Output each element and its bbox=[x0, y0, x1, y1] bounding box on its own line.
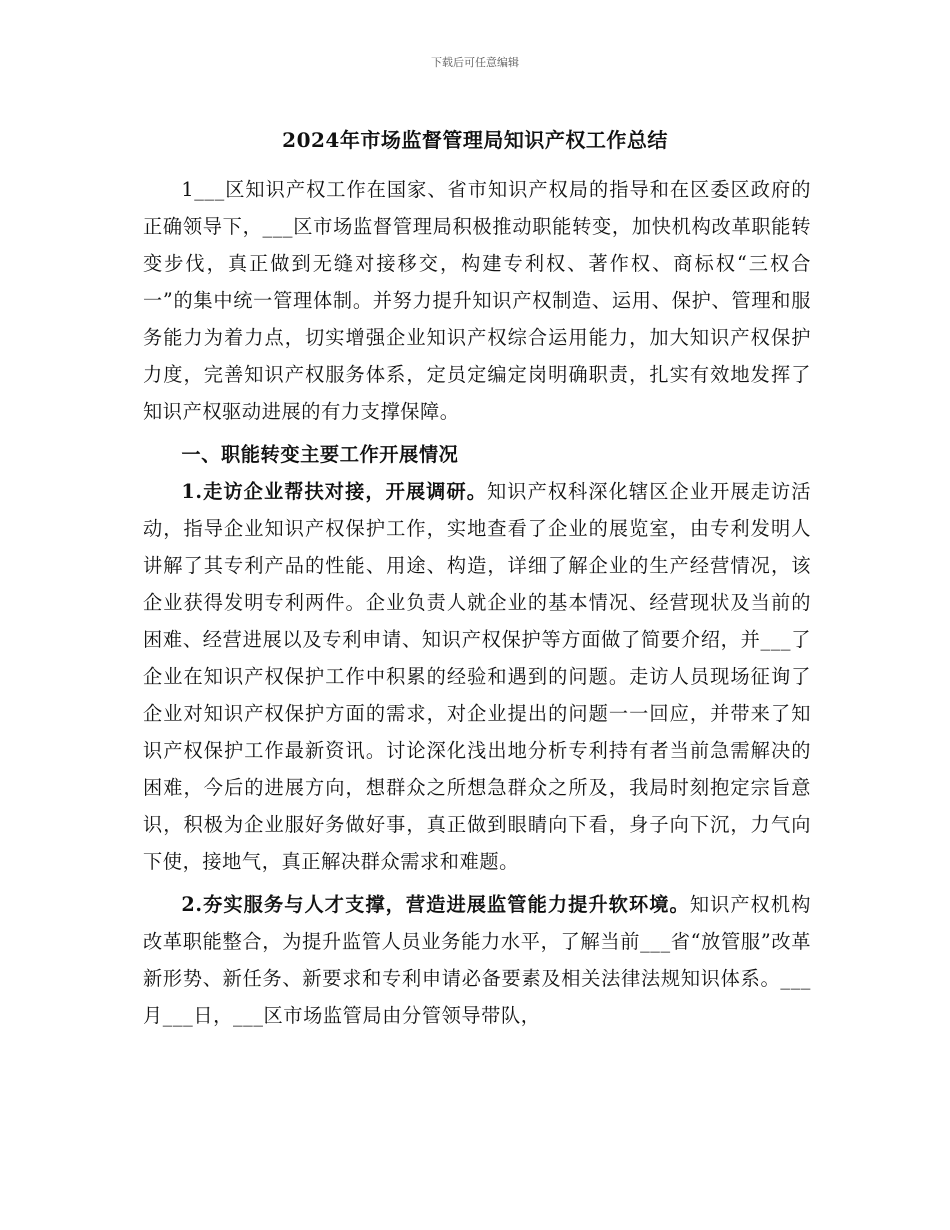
paragraph-item-1 bbox=[143, 473, 811, 880]
paragraph-item-2 bbox=[143, 886, 811, 1034]
item-2-lead: 2.夯实服务与人才支撑，营造进展监管能力提升软环境。 bbox=[181, 893, 690, 916]
section-heading: 一、职能转变主要工作开展情况 bbox=[181, 443, 459, 466]
document-body bbox=[143, 171, 811, 1034]
intro-paragraph: 1___区知识产权工作在国家、省市知识产权局的指导和在区委区政府的正确领导下，___区市场监督管理局积极推动职能转变，加快机构改革职能转变步伐，真正做到无缝对接移交，构建专利权、著作权、商标权“三权合一”的集中统一管理体制。并努力提升知识产权制造、运用、保护、管理和服务能力为着力点，切实增强企业知识产权综合运用能力，加大知识产权保护力度，完善知识产权服务体系，定员定编定岗明确职责，扎实有效地发挥了知识产权驱动进展的有力支撑保障。 bbox=[143, 178, 811, 423]
item-1-lead: 1.走访企业帮扶对接，开展调研。 bbox=[181, 480, 488, 503]
header-note: 下载后可任意编辑 bbox=[431, 56, 519, 69]
item-1-text: 知识产权科深化辖区企业开展走访活动，指导企业知识产权保护工作，实地查看了企业的展览室，由专利发明人讲解了其专利产品的性能、用途、构造，详细了解企业的生产经营情况，该企业获得发明专利两件。企业负责人就企业的基本情况、经营现状及当前的困难、经营进展以及专利申请、知识产权保护等方面做了简要介绍，并___了企业在知识产权保护工作中积累的经验和遇到的问题。走访人员现场征询了企业对知识产权保护方面的需求，对企业提出的问题一一回应，并带来了知识产权保护工作最新资讯。讨论深化浅出地分析专利持有者当前急需解决的困难，今后的进展方向，想群众之所想急群众之所及，我局时刻抱定宗旨意识，积极为企业服好务做好事，真正做到眼睛向下看，身子向下沉，力气向下使，接地气，真正解决群众需求和难题。 bbox=[143, 480, 811, 873]
document-title: 2024年市场监督管理局知识产权工作总结 bbox=[282, 128, 668, 152]
item-2-text: 知识产权机构改革职能整合，为提升监管人员业务能力水平，了解当前___省“放管服”改革新形势、新任务、新要求和专利申请必备要素及相关法律法规知识体系。___月___日，___区市场监管局由分管领导带队， bbox=[143, 893, 811, 1027]
